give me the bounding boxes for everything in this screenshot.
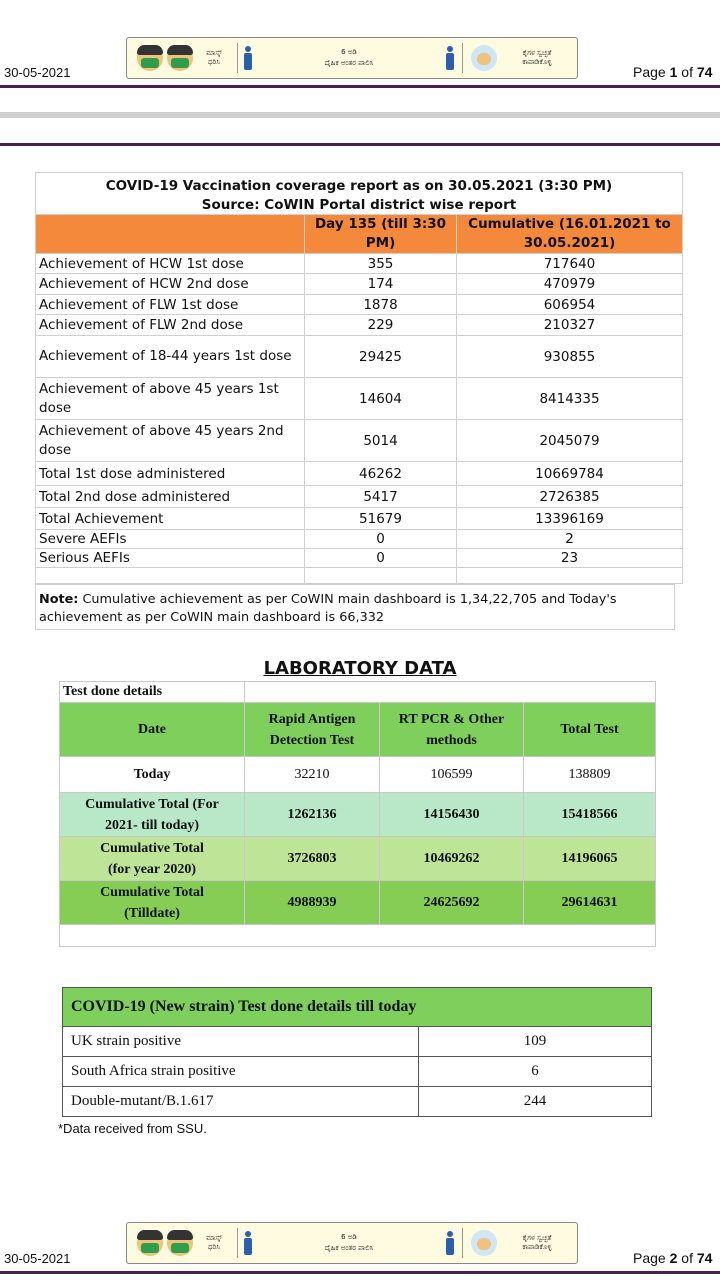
table-row: Today 32210 106599 138809 — [60, 757, 656, 793]
table-row: Achievement of HCW 2nd dose 174 470979 — [36, 274, 683, 295]
new-strain-table — [62, 987, 652, 1117]
banner-hand-text: ಕೈಗಳ ಸ್ವಚ್ಛತೆ ಕಾಪಾಡಿಕೊಳ್ಳಿ — [522, 49, 552, 66]
col-day: Day 135 (till 3:30 PM) — [305, 215, 457, 254]
table-row: Achievement of above 45 years 2nd dose 5014 2045079 — [36, 420, 683, 462]
table-row: Achievement of HCW 1st dose 355 717640 — [36, 254, 683, 274]
table-row: Serious AEFIs 0 23 — [36, 549, 683, 568]
table-row: South Africa strain positive 6 — [63, 1057, 652, 1087]
header-rule — [0, 85, 720, 88]
table-row: Achievement of FLW 2nd dose 229 210327 — [36, 315, 683, 336]
col-cumulative: Cumulative (16.01.2021 to 30.05.2021) — [457, 215, 683, 254]
table-row: Severe AEFIs 0 2 — [36, 530, 683, 549]
table-row: Cumulative Total (Tilldate) 4988939 24625692 29614631 — [60, 881, 656, 925]
coverage-note: Note: Cumulative achievement as per CoWIN main dashboard is 1,34,22,705 and Today's achievement as per CoWIN main dashboard is 66,332 — [35, 584, 675, 630]
table-row: UK strain positive 109 — [63, 1027, 652, 1057]
banner-distance-text: 6 ಅಡಿ — [341, 48, 357, 56]
lab-header-row: Date Rapid Antigen Detection Test RT PCR & Other methods Total Test — [60, 703, 656, 757]
table-row: Double-mutant/B.1.617 244 — [63, 1087, 652, 1117]
page-top-rule — [0, 143, 720, 146]
table-row: Achievement of above 45 years 1st dose 14604 8414335 — [36, 378, 683, 420]
handwash-icon — [471, 45, 497, 71]
masked-face-icon — [137, 45, 163, 71]
vaccination-coverage-table — [35, 172, 683, 584]
masked-face-icon — [167, 45, 193, 71]
header-date: 30-05-2021 — [4, 65, 71, 80]
table-row: Achievement of FLW 1st dose 1878 606954 — [36, 295, 683, 315]
footer-banner — [126, 1222, 578, 1264]
coverage-header-row — [36, 215, 683, 254]
lab-empty-row — [60, 925, 656, 947]
lab-section-label: Test done details — [60, 682, 245, 703]
handwash-icon — [471, 1230, 497, 1256]
person-icon — [446, 46, 454, 70]
table-row: Cumulative Total (For 2021- till today) 1262136 14156430 15418566 — [60, 793, 656, 837]
page-separator — [0, 112, 720, 118]
masked-face-icon — [167, 1230, 193, 1256]
person-icon — [244, 46, 252, 70]
banner-distance-caption: ದೈಹಿಕ ಅಂತರ ಪಾಲಿಸಿ — [324, 1244, 374, 1252]
header-banner — [126, 37, 578, 79]
table-row: Total Achievement 51679 13396169 — [36, 508, 683, 530]
lab-title: LABORATORY DATA — [263, 658, 457, 679]
coverage-title: COVID-19 Vaccination coverage report as on 30.05.2021 (3:30 PM) — [36, 173, 683, 197]
masked-face-icon — [137, 1230, 163, 1256]
person-icon — [244, 1231, 252, 1255]
banner-mask-text: ಮಾಸ್ಕ್ ಧರಿಸಿ — [206, 1234, 222, 1251]
banner-distance-text: 6 ಅಡಿ — [341, 1233, 357, 1241]
strain-title: COVID-19 (New strain) Test done details till today — [63, 988, 652, 1027]
table-row: Total 2nd dose administered 5417 2726385 — [36, 486, 683, 508]
banner-distance-caption: ದೈಹಿಕ ಅಂತರ ಪಾಲಿಸಿ — [324, 59, 374, 67]
table-row: Total 1st dose administered 46262 10669784 — [36, 462, 683, 486]
table-row: Achievement of 18-44 years 1st dose 29425 930855 — [36, 336, 683, 378]
footer-rule — [0, 1271, 720, 1274]
laboratory-table — [59, 681, 656, 947]
footer-page-number: Page 2 of 74 — [633, 1250, 713, 1266]
coverage-source: Source: CoWIN Portal district wise report — [36, 196, 683, 215]
footer-date: 30-05-2021 — [4, 1251, 71, 1266]
banner-mask-text: ಮಾಸ್ಕ್ ಧರಿಸಿ — [206, 49, 222, 66]
header-page-number: Page 1 of 74 — [633, 64, 713, 80]
table-row: Cumulative Total (for year 2020) 3726803 10469262 14196065 — [60, 837, 656, 881]
person-icon — [446, 1231, 454, 1255]
table-spacer-row — [36, 568, 683, 584]
banner-hand-text: ಕೈಗಳ ಸ್ವಚ್ಛತೆ ಕಾಪಾಡಿಕೊಳ್ಳಿ — [522, 1234, 552, 1251]
ssu-footnote: *Data received from SSU. — [58, 1121, 207, 1136]
